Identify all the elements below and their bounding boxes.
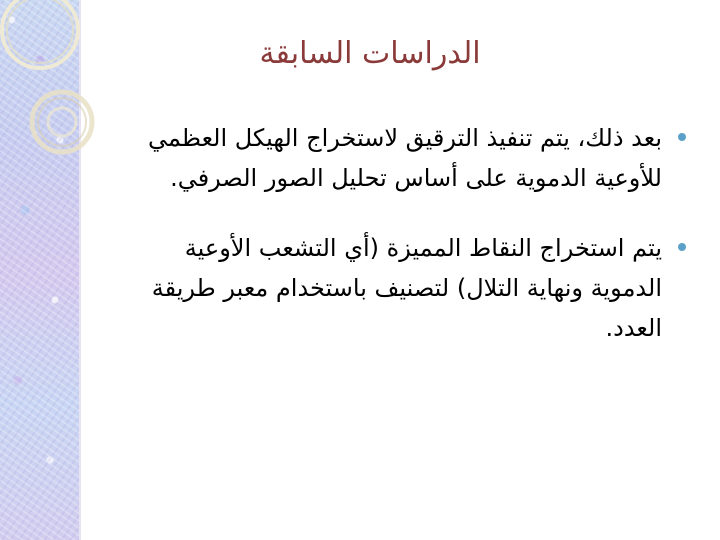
slide-title: الدراسات السابقة	[259, 36, 481, 71]
bullet-list	[110, 118, 688, 378]
bullet-dot-icon	[678, 133, 686, 141]
bullet-text: بعد ذلك، يتم تنفيذ الترقيق لاستخراج الهيكل العظمي للأوعية الدموية على أساس تحليل الصور الصرفي.	[148, 124, 662, 192]
bullet-item	[110, 118, 688, 198]
bullet-item	[110, 228, 688, 348]
decorative-circles-icon	[0, 0, 120, 200]
bullet-text: يتم استخراج النقاط المميزة (أي التشعب الأوعية الدموية ونهاية التلال) لتصنيف باستخدام معبر طريقة العدد.	[151, 234, 662, 342]
bullet-dot-icon	[678, 243, 686, 251]
